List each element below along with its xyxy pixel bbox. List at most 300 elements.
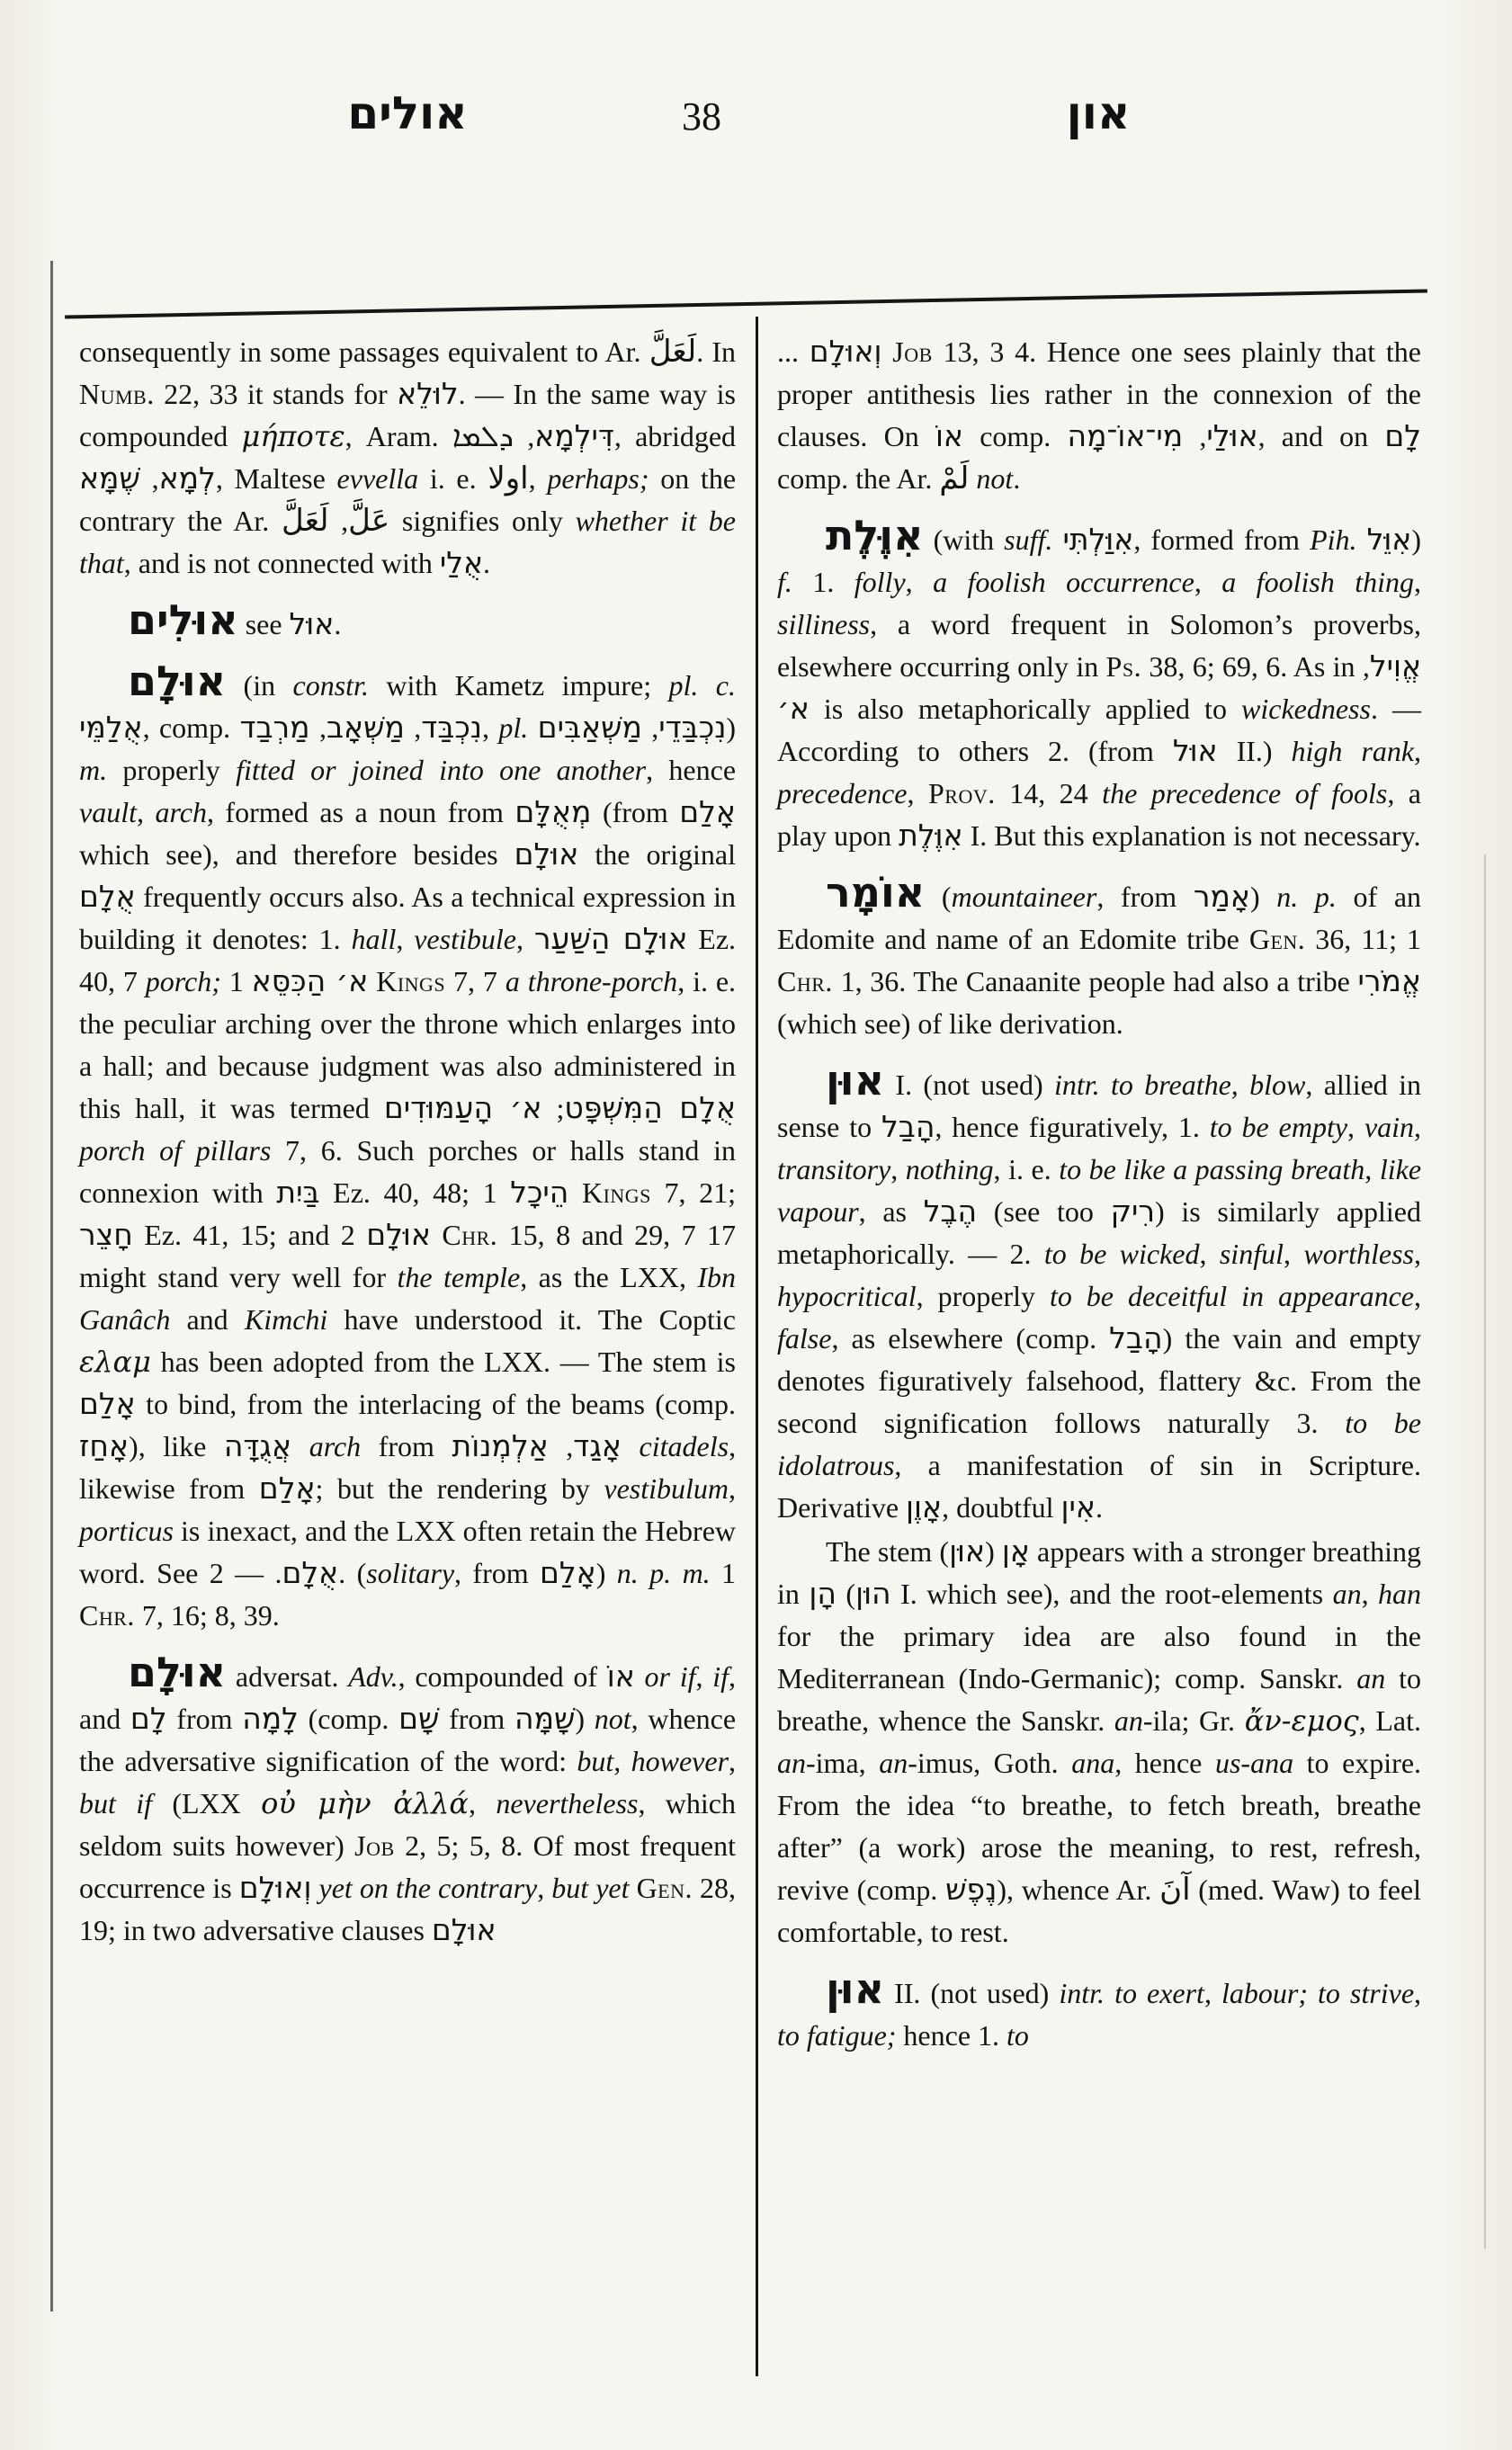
italic-run: constr. <box>292 669 369 702</box>
arabic-word: لَعَلَّ <box>281 503 329 539</box>
text-run: which see), and therefore besides <box>79 838 514 871</box>
text-run: Ez. 40, 48; <box>319 1176 483 1209</box>
text-run: 1 <box>482 1176 582 1209</box>
text-run <box>630 1872 637 1904</box>
italic-run: the temple <box>397 1261 521 1293</box>
text-run: , <box>396 923 415 955</box>
text-run: for the primary idea are also found in the Mediterranean (Indo-Germanic); comp. Sanskr. <box>777 1620 1421 1694</box>
text-run: , and <box>79 1660 737 1735</box>
hebrew-word: א׳ הַכִּסֵּא <box>251 963 369 998</box>
text-run: frequently occurs also. As a technical expression in building it denotes: 1. <box>79 881 736 955</box>
hebrew-word: אוֹ <box>935 418 963 453</box>
hebrew-word: אִוֶּלֶת <box>899 818 963 853</box>
text-run <box>1052 523 1062 556</box>
italic-run: to be like a passing breath, like vapour <box>777 1153 1422 1228</box>
text-run: hence 1. <box>896 2019 1007 2052</box>
arabic-word: اولا <box>488 460 529 496</box>
text-run: 7, 16; 8, 39. <box>134 1599 280 1632</box>
text-run: ) <box>1411 523 1422 556</box>
hebrew-word: שָׁם <box>398 1701 440 1736</box>
text-run: ) appears with a stronger breathing in <box>777 1535 1421 1610</box>
italic-run: sinful <box>1219 1238 1284 1270</box>
text-run: 13, 3 4. Hence one sees plainly that the proper antithesis lies rather in the connexion of the clauses. On <box>777 335 1421 452</box>
italic-run: not <box>594 1703 631 1735</box>
hebrew-word: נֶפֶשׁ <box>945 1872 998 1907</box>
text-run: . — In the same way is compounded <box>79 378 737 452</box>
text-run: Ez. 41, 15; and <box>132 1219 341 1251</box>
italic-run: labour; <box>1221 1977 1308 2009</box>
arabic-word: لَمْ <box>939 460 970 496</box>
italic-run: vain <box>1364 1111 1415 1143</box>
text-run: signifies only <box>389 505 576 537</box>
text-run: The stem <box>826 1535 940 1568</box>
text-run <box>311 1872 318 1904</box>
text-run: I. (not used) <box>884 1069 1054 1101</box>
hebrew-word: אוֹ <box>606 1659 635 1694</box>
text-run: (med. Waw) to feel comfortable, to rest. <box>777 1873 1422 1948</box>
italic-run: however <box>631 1745 729 1777</box>
italic-run: not <box>976 462 1014 495</box>
text-run: 1 <box>228 965 377 997</box>
hebrew-word: אֻלַמֵּי <box>79 710 143 745</box>
header-keyword-right: און <box>1066 87 1131 139</box>
text-run: -ima, <box>806 1747 880 1779</box>
hebrew-word: בַּיִת <box>276 1175 320 1210</box>
italic-run: a foolish occurrence <box>933 566 1194 598</box>
text-run: i. e. <box>418 462 488 495</box>
text-run: , <box>729 1472 737 1505</box>
hebrew-word: אָגַד <box>573 1428 622 1463</box>
italic-run: vestibule <box>414 923 516 955</box>
hebrew-word: מִי־אוֹ־מָה <box>1067 418 1184 453</box>
italic-run: solitary <box>366 1557 455 1589</box>
text-run: ), whence Ar. <box>997 1873 1160 1906</box>
italic-run: arch <box>155 796 207 828</box>
text-run: -ila; Gr. <box>1142 1704 1245 1737</box>
italic-run: vault <box>79 796 137 828</box>
text-run: , formed from <box>1133 523 1311 556</box>
hebrew-word: לָם <box>130 1701 167 1736</box>
smallcaps-run: Job <box>892 335 933 368</box>
text-run: ), like <box>129 1430 224 1462</box>
text-run: 1. <box>792 566 854 598</box>
text-run: from <box>166 1703 243 1735</box>
text-run <box>1357 523 1367 556</box>
italic-run: to fatigue; <box>777 2019 897 2052</box>
italic-run: m. <box>79 754 108 786</box>
text-run: , <box>1414 1111 1422 1143</box>
text-run: , <box>905 566 934 598</box>
text-run: with Kametz impure; <box>368 669 669 702</box>
hebrew-word: אוּל <box>1172 733 1218 768</box>
italic-run: an <box>1114 1704 1143 1737</box>
italic-run: n. p. <box>616 1557 672 1589</box>
text-run <box>671 1557 682 1589</box>
hebrew-word: לְמָא <box>158 460 216 496</box>
text-run: , from <box>1096 881 1194 913</box>
text-run: ) <box>575 1703 595 1735</box>
text-run: , <box>309 711 327 744</box>
text-run: properly <box>107 754 237 786</box>
hebrew-headword: אוֹמָר <box>826 868 926 917</box>
hebrew-word: אָחַז <box>79 1428 130 1463</box>
text-run: . — 2. ( <box>209 1557 367 1589</box>
hebrew-word: אוּל <box>289 606 335 641</box>
text-run: , which seldom suits however) <box>79 1787 737 1862</box>
text-run: and <box>170 1303 245 1336</box>
hebrew-headword: אוּלָם <box>128 657 227 705</box>
text-run: , <box>1414 1280 1422 1312</box>
hebrew-word: שֶׁמָּא <box>79 460 140 496</box>
smallcaps-run: Gen. <box>1248 923 1306 955</box>
hebrew-word: א׳ <box>777 691 810 726</box>
text-run: . <box>483 547 491 579</box>
text-run: , Aram. <box>344 420 452 452</box>
hebrew-word: מַשְׁאַבִּים <box>537 710 642 745</box>
text-run: comp. <box>963 420 1068 452</box>
greek-run: ἄν-εμος <box>1244 1703 1359 1738</box>
italic-run: but if <box>79 1787 152 1820</box>
italic-run: citadels <box>639 1430 729 1462</box>
text-run: , <box>482 711 499 744</box>
text-run: (with <box>923 523 1005 556</box>
text-run: 7, 6. Such porches or halls stand in connexion with <box>79 1134 737 1209</box>
text-run: 7, 7 <box>445 965 505 997</box>
italic-run: suff. <box>1004 523 1053 556</box>
text-run: on the contrary the Ar. <box>79 462 737 537</box>
text-run <box>622 1430 640 1462</box>
italic-run: nothing <box>905 1153 994 1185</box>
italic-run: to <box>1007 2019 1029 2052</box>
text-run: see <box>237 608 290 640</box>
smallcaps-run: Prov. <box>927 777 996 809</box>
text-run: II.) <box>1217 735 1292 767</box>
hebrew-word: אָן <box>1001 1533 1030 1569</box>
italic-run: hypocritical <box>777 1280 917 1312</box>
text-run: ( <box>836 1578 856 1610</box>
text-run: . <box>1013 462 1021 495</box>
text-run: , Maltese <box>215 462 337 495</box>
hebrew-word: אִוַּלְתִּי <box>1062 522 1134 557</box>
hebrew-word: דִּילְמָא <box>534 418 614 453</box>
paragraph <box>79 331 736 585</box>
italic-run: high rank <box>1291 735 1415 767</box>
italic-run: wickedness <box>1241 693 1371 725</box>
text-run: has been adopted from the LXX. — The stem is <box>150 1346 736 1378</box>
text-run: -imus, Goth. <box>908 1747 1072 1779</box>
text-run: , and on <box>1257 420 1385 452</box>
italic-run: pl. c. <box>668 669 736 702</box>
italic-run: hall <box>351 923 397 955</box>
smallcaps-run: Kings <box>376 965 446 997</box>
text-run: 1 <box>710 1557 737 1589</box>
text-run: adversat. <box>226 1660 349 1693</box>
text-run: to breathe, whence the Sanskr. <box>777 1662 1422 1737</box>
page-edge-shadow-left <box>50 261 53 2311</box>
text-run: , hence figuratively, 1. <box>935 1111 1210 1143</box>
text-run: , <box>1362 650 1370 683</box>
hebrew-word: אוּלַי <box>1206 418 1258 453</box>
italic-run: an <box>1356 1662 1386 1694</box>
smallcaps-run: Chr. <box>777 965 833 997</box>
italic-run: n. p. <box>1276 881 1337 913</box>
text-run: , as elsewhere (comp. <box>831 1322 1110 1355</box>
smallcaps-run: Ps. <box>1105 650 1142 683</box>
text-run: , Lat. <box>1358 1704 1421 1737</box>
column-divider <box>756 317 758 2376</box>
italic-run: us-ana <box>1214 1747 1294 1779</box>
italic-run: perhaps; <box>547 462 649 495</box>
text-run <box>881 335 892 368</box>
hebrew-word: לָם <box>1384 418 1422 453</box>
italic-run: han <box>1378 1578 1422 1610</box>
text-run: , <box>695 1660 713 1693</box>
italic-run: nevertheless <box>496 1787 639 1820</box>
italic-run: yet on the contrary <box>318 1872 538 1904</box>
hebrew-word: מַרְבַד <box>239 710 310 745</box>
text-run: , <box>515 923 534 955</box>
hebrew-word: אָוֶן <box>906 1489 943 1525</box>
text-run: 1, 36. The Canaanite people had also a tribe <box>832 965 1358 997</box>
right-column <box>777 331 1421 2057</box>
hebrew-word: הֵיכָל <box>510 1175 569 1210</box>
text-run: , <box>1203 1977 1221 2009</box>
text-run: 2 <box>340 1219 443 1251</box>
dictionary-entry <box>777 1964 1422 2057</box>
text-run: , <box>1194 566 1222 598</box>
text-run: 36, 11; 1 <box>1305 923 1422 955</box>
text-run: , <box>514 420 535 452</box>
text-run: to expire. From the idea “to breathe, to fetch breath, breathe after” (a work) arose the meaning, to rest, refresh, revive (comp. <box>777 1747 1422 1906</box>
text-run: , as <box>858 1195 924 1228</box>
text-run: 22, 33 it stands for <box>154 378 398 410</box>
dictionary-entry <box>777 868 1422 1045</box>
hebrew-word: אָלַם <box>540 1555 596 1590</box>
text-run: from <box>439 1703 515 1735</box>
text-run: , a manifestation of sin in Scripture. Derivative <box>777 1449 1421 1524</box>
italic-run: an <box>879 1747 908 1779</box>
text-run: ) <box>1249 881 1277 913</box>
text-run: is also metaphorically applied to <box>809 693 1241 725</box>
smallcaps-run: Numb. <box>79 378 155 410</box>
arabic-word: عَلَّ <box>348 503 390 539</box>
italic-run: but <box>577 1745 614 1777</box>
italic-run: Ibn Ganâch <box>79 1261 737 1336</box>
italic-run: to strive <box>1318 1977 1415 2009</box>
hebrew-word: שָׁמָּה <box>514 1701 576 1736</box>
text-run: , <box>139 462 159 495</box>
italic-run: to be deceitful in appearance <box>1049 1280 1415 1312</box>
text-run: , <box>1414 735 1422 767</box>
italic-run: mountaineer <box>951 881 1097 913</box>
text-run: ; but the rendering by <box>315 1472 604 1505</box>
hebrew-word: חָצֵר <box>79 1217 133 1252</box>
hebrew-word: א׳ הָעַמּוּדִים <box>383 1090 542 1125</box>
hebrew-word: מְאֻלָּם <box>514 794 592 829</box>
arabic-word: لَعَلَّ <box>649 334 697 370</box>
italic-run: precedence <box>777 777 908 809</box>
hebrew-headword: אוּלָם <box>128 1648 227 1696</box>
text-run: ) the vain and empty denotes figuratively falsehood, flattery &c. From the second signification follows naturally 3. <box>777 1322 1422 1439</box>
smallcaps-run: Job <box>354 1829 395 1862</box>
text-run: , <box>1183 420 1207 452</box>
page-edge-shadow-right <box>1484 854 1486 2249</box>
italic-run: to be wicked <box>1043 1238 1200 1270</box>
paragraph <box>777 1531 1421 1954</box>
text-run: , comp. <box>142 711 240 744</box>
text-run: is inexact, and the LXX often retain the Hebrew word. See <box>79 1515 736 1589</box>
text-run <box>528 711 537 744</box>
text-run: , <box>136 796 156 828</box>
italic-run: ana <box>1071 1747 1115 1779</box>
text-run: (LXX <box>152 1787 262 1820</box>
text-run: , <box>729 1745 737 1777</box>
text-run: , properly <box>916 1280 1050 1312</box>
italic-run: a throne-porch <box>505 965 678 997</box>
text-run: . <box>334 608 342 640</box>
text-run: , <box>537 1872 552 1904</box>
italic-run: porch of pillars <box>79 1134 272 1167</box>
text-run: (which see) of like derivation. <box>777 1007 1123 1040</box>
text-run: 14, 24 <box>995 777 1103 809</box>
text-run: , <box>1347 1111 1364 1143</box>
text-run: , hence <box>1114 1747 1215 1779</box>
hebrew-word: אֻלַי <box>439 545 484 580</box>
text-run: , hence <box>646 754 737 786</box>
text-run: 7, 21; <box>650 1176 737 1209</box>
text-run: , compounded of <box>398 1660 607 1693</box>
text-run: , <box>404 711 422 744</box>
text-run: , doubtful <box>942 1491 1061 1524</box>
smallcaps-run: Chr. <box>442 1219 498 1251</box>
text-run: , a play upon <box>777 777 1422 852</box>
text-run: , as the LXX, <box>520 1261 698 1293</box>
text-run: , allied in sense to <box>777 1069 1422 1143</box>
italic-run: Pih. <box>1310 523 1357 556</box>
italic-run: an <box>1332 1578 1362 1610</box>
text-run: 2, 5; 5, 8. Of most frequent occurrence is <box>79 1829 737 1904</box>
text-run: , i. e. <box>993 1153 1060 1185</box>
text-run: , <box>1199 1238 1220 1270</box>
italic-run: if <box>712 1660 729 1693</box>
hebrew-word: אוּלָם <box>514 836 579 872</box>
text-run: 15, 8 and 29, 7 17 might stand very well for <box>79 1219 737 1293</box>
text-run: (see too <box>977 1195 1111 1228</box>
italic-run: the precedence of fools <box>1102 777 1388 809</box>
text-run: ) <box>726 711 737 744</box>
paragraph <box>777 331 1421 500</box>
hebrew-word: אֻלָם <box>79 879 136 914</box>
italic-run: whether it be that <box>79 505 737 579</box>
text-run: from <box>361 1430 452 1462</box>
text-run: (comp. <box>298 1703 399 1735</box>
text-run: , <box>890 1153 906 1185</box>
text-run: ( <box>985 1535 1002 1568</box>
hebrew-word: אָלַם <box>258 1471 316 1506</box>
italic-run: silliness <box>777 608 871 640</box>
hebrew-word: הוּן <box>855 1576 891 1611</box>
greek-run: ελαμ <box>79 1345 151 1379</box>
text-run: , <box>1414 1977 1422 2009</box>
text-run: 38, 6; 69, 6. As in <box>1141 650 1363 683</box>
italic-run: porch; <box>145 965 221 997</box>
text-run: II. (not used) <box>884 1977 1060 2009</box>
text-run: , <box>1414 566 1422 598</box>
italic-run: intr. to exert <box>1059 1977 1204 2009</box>
hebrew-word: אָמַר <box>1193 879 1250 914</box>
text-run: . — According to others 2. (from <box>777 693 1422 767</box>
hebrew-word: אוּן <box>949 1533 986 1569</box>
text-run: ) is similarly applied metaphorically. — 2. <box>777 1195 1421 1270</box>
hebrew-headword: אוּלִים <box>128 595 238 644</box>
text-run <box>221 965 229 997</box>
greek-run: οὐ μὴν ἀλλά <box>261 1786 469 1820</box>
hebrew-word: אָלַם <box>79 1386 136 1421</box>
text-run: , <box>1283 1238 1304 1270</box>
text-run: , <box>528 462 548 495</box>
hebrew-word: נִכְבַּד <box>421 710 483 745</box>
hebrew-word: מַשְׁאָב <box>326 710 405 745</box>
hebrew-word: רִיק <box>1110 1194 1155 1229</box>
text-run: , <box>907 777 928 809</box>
text-run: , <box>641 711 659 744</box>
text-run: 28, 19; in two adversative clauses <box>79 1872 737 1946</box>
italic-run: fitted or joined into one another <box>236 754 647 786</box>
italic-run: folly <box>854 566 906 598</box>
hebrew-word: אָלַם <box>679 794 736 829</box>
italic-run: worthless <box>1303 1238 1414 1270</box>
text-run <box>635 1660 645 1693</box>
text-run: I. But this explanation is not necessary. <box>962 819 1421 852</box>
italic-run: evvella <box>336 462 419 495</box>
text-run <box>1308 1977 1318 2009</box>
text-run: ) <box>595 1557 617 1589</box>
hebrew-word: אוּלָם הַשַּׁעַר <box>533 921 688 956</box>
text-run: , formed as a noun from <box>206 796 515 828</box>
italic-run: vestibulum <box>604 1472 729 1505</box>
dictionary-entry <box>79 595 736 646</box>
hebrew-word: וְאוּלָם <box>238 1870 312 1905</box>
syriac-word: ܕܠܡܐ <box>452 418 514 453</box>
italic-run: to be idolatrous <box>777 1407 1422 1481</box>
arabic-word: آنَ <box>1159 1872 1191 1908</box>
text-run: , whence the adversative signification of the word: <box>79 1703 737 1777</box>
text-run: Ez. 40, 7 <box>79 923 737 997</box>
text-run: , from <box>454 1557 541 1589</box>
text-run: , <box>548 1430 574 1462</box>
italic-run: false <box>777 1322 832 1355</box>
italic-run: to be empty <box>1209 1111 1348 1143</box>
header-rule <box>65 289 1427 318</box>
dictionary-entry <box>79 657 737 1637</box>
hebrew-word: לוּלֵא <box>397 376 459 411</box>
italic-run: Adv. <box>348 1660 398 1693</box>
hebrew-word: אֱמֹרִי <box>1357 963 1421 998</box>
italic-run: pl. <box>498 711 529 744</box>
header-keyword-left: אולים <box>347 87 468 139</box>
italic-run: an <box>777 1747 806 1779</box>
text-run: I. which see), and the root-elements <box>890 1578 1333 1610</box>
hebrew-word: אִוֵּל <box>1366 522 1412 557</box>
italic-run: or if <box>644 1660 696 1693</box>
italic-run: Kimchi <box>244 1303 328 1336</box>
text-run: , likewise from <box>79 1430 737 1505</box>
text-run: of an Edomite and name of an Edomite tribe <box>777 881 1422 955</box>
text-run: , <box>328 505 349 537</box>
hebrew-word: הָבַל <box>1109 1320 1163 1355</box>
italic-run: intr. to breathe, blow <box>1053 1069 1306 1101</box>
text-run: have understood it. The Coptic <box>327 1303 737 1336</box>
